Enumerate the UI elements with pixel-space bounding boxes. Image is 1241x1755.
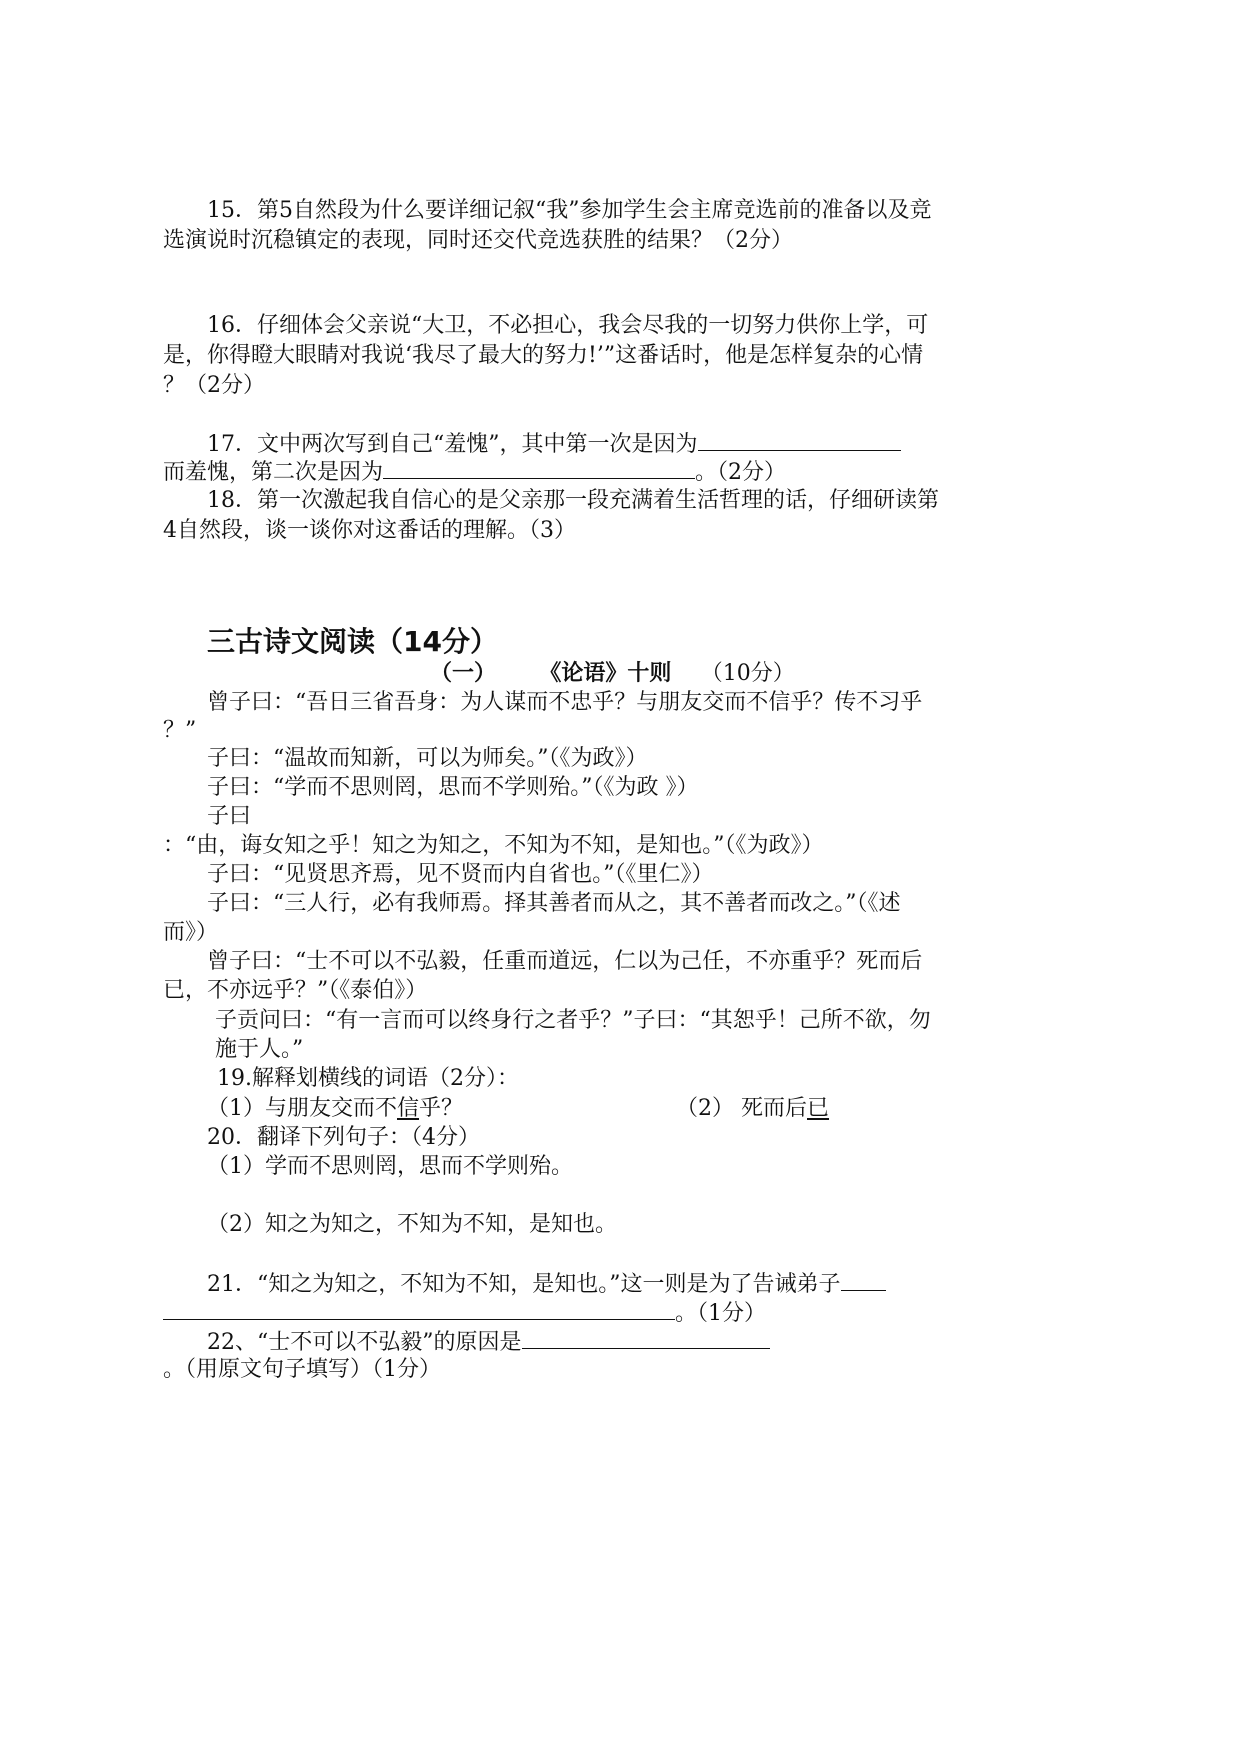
analect-7-line-2: 已，不亦远乎？”（《泰伯》） bbox=[163, 978, 428, 1003]
analect-4-line-2: ：“由，诲女知之乎！知之为知之，不知为不知，是知也。”（《为政》） bbox=[163, 833, 824, 858]
q16-line-3: ？（2分） bbox=[163, 373, 265, 398]
q19-part-1-suffix: 乎？ bbox=[419, 1096, 464, 1121]
analect-7-line-1: 曾子曰：“士不可以不弘毅，任重而道远，仁以为己任，不亦重乎？死而后 bbox=[207, 949, 923, 974]
analect-3: 子曰：“学而不思则罔，思而不学则殆。”（《为政 》） bbox=[207, 775, 699, 800]
subsection-number: （一） bbox=[430, 660, 497, 686]
q20-sentence-1: （1）学而不思则罔，思而不学则殆。 bbox=[207, 1154, 573, 1179]
subsection-title bbox=[430, 658, 795, 689]
q20-sentence-2: （2）知之为知之，不知为不知，是知也。 bbox=[207, 1212, 617, 1237]
q16-line-2: 是，你得瞪大眼睛对我说‘我尽了最大的努力!’”这番话时，他是怎样复杂的心情 bbox=[163, 343, 924, 368]
q19-part-2-underlined-word: 已 bbox=[807, 1096, 830, 1121]
section-title: 三古诗文阅读（14分） bbox=[207, 625, 498, 658]
analect-8-line-1: 子贡问曰：“有一言而可以终身行之者乎？”子曰：“其恕乎！己所不欲，勿 bbox=[215, 1008, 931, 1033]
q20-title: 20．翻译下列句子：（4分） bbox=[207, 1125, 480, 1150]
analect-1-line-2: ？” bbox=[163, 718, 197, 743]
q22-prompt: 22、“士不可以不弘毅”的原因是 bbox=[207, 1330, 522, 1355]
q19-part-1-underlined-word: 信 bbox=[397, 1096, 420, 1121]
q17-line-2 bbox=[163, 456, 786, 488]
q16-line-1: 16．仔细体会父亲说“大卫，不必担心，我会尽我的一切努力供你上学，可 bbox=[207, 313, 929, 338]
q21-answer-blank-2[interactable] bbox=[163, 1297, 675, 1320]
q21-line-1 bbox=[207, 1268, 886, 1300]
q21-answer-blank-1[interactable] bbox=[841, 1268, 886, 1291]
q17-prompt-2: 而羞愧，第二次是因为 bbox=[163, 460, 384, 485]
analect-2: 子曰：“温故而知新，可以为师矣。”（《为政》） bbox=[207, 746, 648, 771]
q21-score: 。（1分） bbox=[675, 1301, 766, 1326]
q19-part-1-prefix: （1）与朋友交而不 bbox=[207, 1096, 397, 1121]
q22-answer-blank[interactable] bbox=[522, 1326, 770, 1349]
q22-line-1 bbox=[207, 1326, 770, 1358]
q21-prompt: 21．“知之为知之，不知为不知，是知也。”这一则是为了告诫弟子 bbox=[207, 1272, 841, 1297]
analect-6-line-1: 子曰：“三人行，必有我师焉。择其善者而从之，其不善者而改之。”（《述 bbox=[207, 891, 901, 916]
q19-title: 19.解释划横线的词语（2分）： bbox=[217, 1066, 519, 1091]
q18-line-2: 4自然段，谈一谈你对这番话的理解。（3） bbox=[163, 518, 576, 543]
q15-line-2: 选演说时沉稳镇定的表现，同时还交代竞选获胜的结果？（2分） bbox=[163, 228, 793, 253]
analect-6-line-2: 而》） bbox=[163, 920, 219, 945]
q19-part-2-prefix: （2） 死而后 bbox=[676, 1096, 807, 1121]
analect-8-line-2: 施于人。” bbox=[215, 1037, 304, 1062]
q22-line-2: 。（用原文句子填写）（1分） bbox=[163, 1357, 441, 1382]
analect-5: 子曰：“见贤思齐焉，见不贤而内自省也。”（《里仁》） bbox=[207, 862, 714, 887]
q17-score: 。（2分） bbox=[695, 460, 787, 485]
q15-line-1: 15．第5自然段为什么要详细记叙“我”参加学生会主席竞选前的准备以及竞 bbox=[207, 198, 932, 223]
analect-4-line-1: 子曰 bbox=[207, 804, 252, 829]
q19-part-1 bbox=[207, 1094, 463, 1124]
q17-answer-blank-2[interactable] bbox=[383, 456, 695, 479]
q17-prompt-1: 17．文中两次写到自己“羞愧”，其中第一次是因为 bbox=[207, 432, 698, 457]
subsection-score: （10分） bbox=[700, 661, 795, 686]
q19-part-2 bbox=[676, 1094, 829, 1124]
q21-line-2 bbox=[163, 1297, 766, 1329]
subsection-name: 《论语》十则 bbox=[539, 660, 672, 686]
q18-line-1: 18．第一次激起我自信心的是父亲那一段充满着生活哲理的话，仔细研读第 bbox=[207, 488, 939, 513]
analect-1-line-1: 曾子曰：“吾日三省吾身：为人谋而不忠乎？与朋友交而不信乎？传不习乎 bbox=[207, 690, 923, 715]
q17-answer-blank-1[interactable] bbox=[698, 428, 901, 451]
